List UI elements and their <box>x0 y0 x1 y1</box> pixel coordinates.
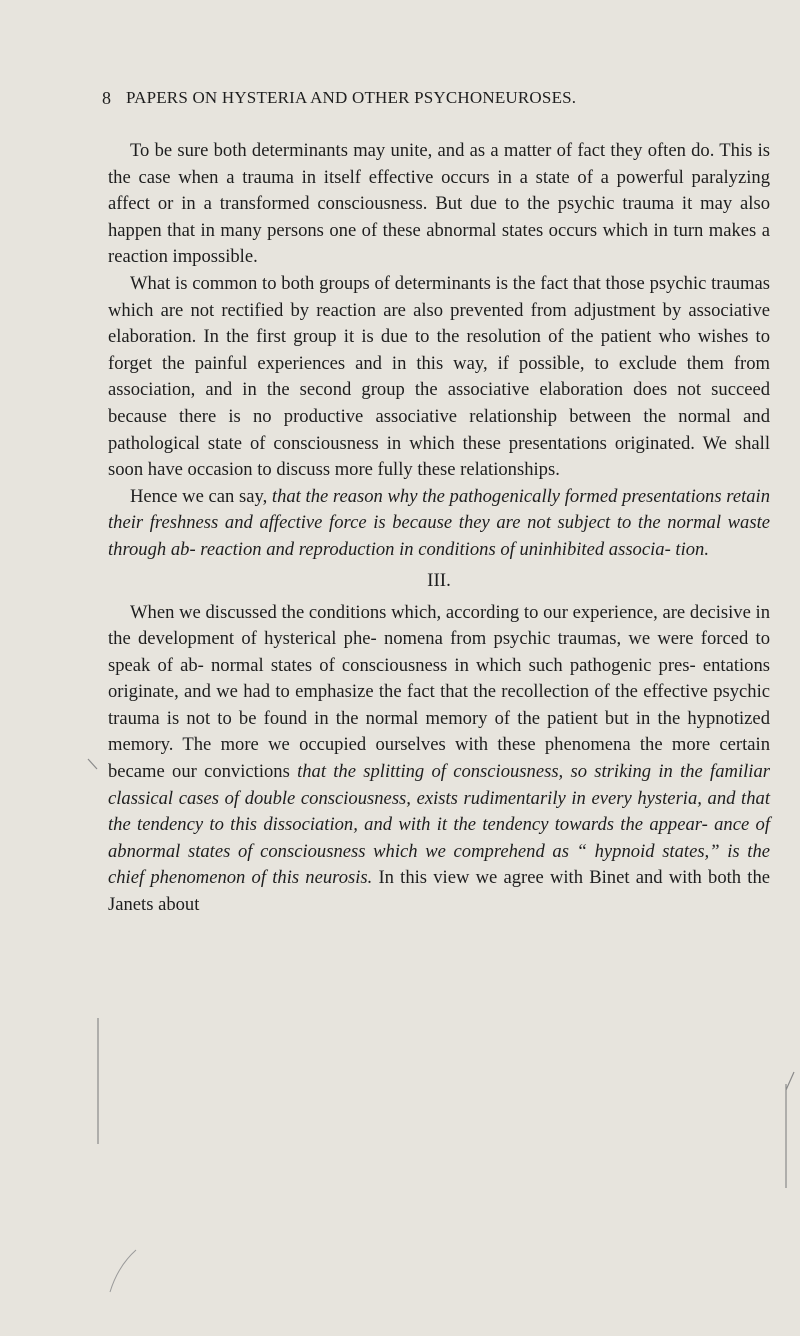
running-header <box>102 86 702 116</box>
section-heading: III. <box>427 569 451 591</box>
pencil-mark-right-bar <box>780 1070 796 1190</box>
paragraph-1: To be sure both determinants may unite, and as a matter of fact they often do. This is the case when a trauma in itself effective occurs in a state of a powerful paralyzing affect or in a transformed consciousness. But due to the psychic trauma it may also happen that in many persons one of these abnormal states occurs which in turn makes a reaction impossible. <box>108 140 770 268</box>
paragraph-2: What is common to both groups of determinants is the fact that those psychic traumas which are not rectified by reaction are also prevented from adjustment by associative elaboration. In the first group it is due to the resolution of the patient who wishes to forget the painful experiences and in this way, if possible, to exclude them from association, and in the second group the associative elaboration does not succeed because there is no productive associative relationship between the normal and pathological state of consciousness in which these presentations originated. We shall soon have occasion to discuss more fully these relationships. <box>108 272 770 481</box>
paragraph-3-emphasis: that the reason why the pathogenically formed presentations retain their freshness and affective force is because they are not subject to the normal waste through ab- reaction and reproduction in conditions of uninhibited associa- tion. <box>108 485 770 560</box>
paragraph-4-emphasis: that the splitting of consciousness, so striking in the familiar classical cases of double consciousness, exists rudimentarily in every hysteria, and that the tendency to this dissociation, and with it the tendency towards the appear- ance of abnormal states of consciousness which we comprehend as “ hypnoid states,” is the chief phenomenon of this neurosis. <box>108 761 770 889</box>
paragraph-4-lead: When we discussed the conditions which, according to our experience, are decisive in the development of hysterical phe- nomena from psychic traumas, we were forced to speak of ab- normal states of consciousness in which such pathogenic pres- entations originate, and we had to emphasize the fact that the recollection of the effective psychic trauma is not to be found in the normal memory of the patient but in the hypnotized memory. The more we occupied ourselves with these phenomena the more certain became our convictions <box>108 601 770 783</box>
running-title: PAPERS ON HYSTERIA AND OTHER PSYCHONEUROSES. <box>126 88 577 107</box>
paragraph-4 <box>108 600 770 919</box>
body-text <box>108 138 770 919</box>
pencil-mark-left-bar <box>95 1016 101 1146</box>
page-number: 8 <box>102 88 111 108</box>
paragraph-4-tail: In this view we agree with Binet and with both the Janets about <box>108 867 770 916</box>
paragraph-3-lead: Hence we can say, <box>130 485 272 507</box>
paragraph-3 <box>108 484 770 564</box>
pencil-mark-bottom-stroke <box>100 1246 140 1296</box>
pencil-mark-left-check <box>86 757 100 787</box>
